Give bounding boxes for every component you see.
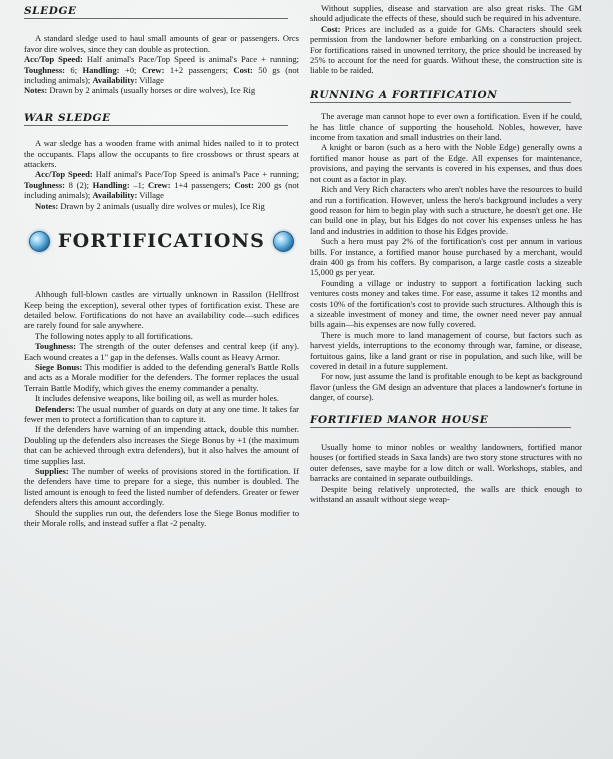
blue-orb-icon bbox=[29, 231, 50, 252]
sledge-notes: Notes: Drawn by 2 animals (usually horses or dire wolves), Ice Rig bbox=[24, 85, 256, 96]
right-column bbox=[310, 0, 582, 504]
running-p4: Such a hero must pay 2% of the fortification's cost per annum in various bills. For instance, a fortified manor house purchased by a merchant, would drain 400 gs from his coffers. By comparison, a large castle costs a sizeable 15,000 gs per year. bbox=[310, 236, 582, 278]
war-sledge-notes: Notes: Drawn by 2 animals (usually dire wolves or mules), Ice Rig bbox=[35, 200, 265, 211]
running-p5: Founding a village or industry to support a fortification lacking such ventures costs money and takes time. For ease, assume it takes 12 months and costs 10% of the fortification's cost to provide such structures. Although this is a sizeable investment of money and time, the owner need never pay annual bills again—his expenses are now fully covered. bbox=[310, 277, 582, 330]
fortifications-defensive-weapons: It includes defensive weapons, like boiling oil, as well as murder holes. bbox=[35, 393, 280, 404]
fortifications-intro: Although full-blown castles are virtually unknown in Rassilon (Hellfrost Keep being the exception), several other types of fortification exist. These are detailed below. Fortifications do not have an availability code—such edifices are rarely found for sale anywhere. bbox=[24, 289, 299, 331]
war-sledge-description: A war sledge has a wooden frame with animal hides nailed to it to protect the occupants. Flaps allow the occupants to fire crossbows or thrust spears at attackers. bbox=[24, 138, 299, 170]
fortifications-defenders: Defenders: The usual number of guards on duty at any one time. It takes far fewer men to protect a fortification than to capture it. bbox=[24, 403, 299, 424]
fortifications-toughness: Toughness: The strength of the outer defenses and central keep (if any). Each wound creates a 1" gap in the defenses. Walls count as Heavy Armor. bbox=[24, 341, 299, 362]
left-column bbox=[24, 0, 299, 528]
fortifications-warning: If the defenders have warning of an impending attack, double this number. Doubling up the defenders also increases the Siege Bonus by +1 (the maximum that can be achieved through extra defenders), but it also halves the amount of time supplies last. bbox=[24, 424, 299, 466]
sledge-description: A standard sledge used to haul small amounts of gear or passengers. Orcs favor dire wolves, since they can double as protection. bbox=[24, 33, 299, 54]
war-sledge-heading: WAR SLEDGE bbox=[24, 113, 288, 126]
running-p6: There is much more to land management of course, but factors such as harvest yields, interruptions to the economy through war, famine, or disease, fortuitous gains, like a land grant or rise in population, and such like, will be covered in detail in a future supplement. bbox=[310, 329, 582, 371]
war-sledge-stats: Acc/Top Speed: Half animal's Pace/Top Speed is animal's Pace + running; Toughness: 8 (2); Handling: –1; Crew: 1+4 passengers; Cost: 200 gs (not including animals); Availability: Village bbox=[24, 169, 299, 201]
manor-p1: Usually home to minor nobles or wealthy landowners, fortified manor houses (or fortified steads in Saxa lands) are two story stone structures with no outer defenses, save maybe for a low ditch or wall. Workshops, stables, and barracks are contained in separate outbuildings. bbox=[310, 442, 582, 484]
sledge-heading: SLEDGE bbox=[24, 6, 288, 19]
cost-paragraph: Cost: Prices are included as a guide for GMs. Characters should seek permission from the landowner before embarking on a construction project. For fortifications raised in unowned territory, the price should be increased by 25% to account for the need for guards. Without these, the construction site is liable to be raided. bbox=[310, 23, 582, 76]
running-p3: Rich and Very Rich characters who aren't nobles have the resources to build and run a fortification. However, unless the hero's background includes a very good reason for him to begin play with such a structure, he doesn't get one. He can build one in play, but his Edges do not cover his expenses unless he has land and industries in addition to those his Edges provide. bbox=[310, 184, 582, 236]
running-fortification-heading: RUNNING A FORTIFICATION bbox=[310, 90, 571, 103]
running-p1: The average man cannot hope to ever own a fortification. Even if he could, he has little chance of supporting the household. Nobles, however, have income from taxation and small industries on their land. bbox=[310, 111, 582, 143]
blue-orb-icon bbox=[273, 231, 294, 252]
manor-house-heading: FORTIFIED MANOR HOUSE bbox=[310, 415, 571, 428]
fortifications-supplies: Supplies: The number of weeks of provisions stored in the fortification. If the defenders have time to prepare for a siege, this number is doubled. The listed amount is enough to feed the listed number of defenders. Greater or fewer defenders alters this amount accordingly. bbox=[24, 466, 299, 508]
sledge-stats: Acc/Top Speed: Half animal's Pace/Top Speed is animal's Pace + running; Toughness: 6; Handling: +0; Crew: 1+2 passengers; Cost: 50 gs (not including animals); Availability: Village bbox=[24, 54, 300, 86]
running-p7: For now, just assume the land is profitable enough to be kept as background flavor (unless the GM design an adventure that places a landowner's fortune in danger, of course). bbox=[310, 371, 582, 403]
fortifications-siege-bonus: Siege Bonus: This modifier is added to the defending general's Battle Rolls and acts as a Morale modifier for the defenders. The former replaces the usual Terrain Battle Modify, which gives the enemy commander a penalty. bbox=[24, 361, 299, 393]
fortifications-banner bbox=[24, 221, 299, 261]
running-p2: A knight or baron (such as a hero with the Noble Edge) generally owns a fortified manor house as part of the Edge. All expenses for maintenance, provisions, and paying the servants is covered in his expenses, and thus does not count as a factor in play. bbox=[310, 142, 582, 184]
fortifications-notes-intro: The following notes apply to all fortifications. bbox=[35, 330, 193, 341]
fortifications-supplies-runout: Should the supplies run out, the defenders lose the Siege Bonus modifier to their Morale rolls, and instead suffer a flat -2 penalty. bbox=[24, 507, 299, 529]
fortifications-heading: FORTIFICATIONS bbox=[57, 229, 266, 252]
manor-p2: Despite being relatively unprotected, the walls are thick enough to withstand an assault without siege weap- bbox=[310, 483, 582, 505]
supplies-risks: Without supplies, disease and starvation are also great risks. The GM should adjudicate the effects of these, should such be required in his adventure. bbox=[310, 3, 582, 24]
